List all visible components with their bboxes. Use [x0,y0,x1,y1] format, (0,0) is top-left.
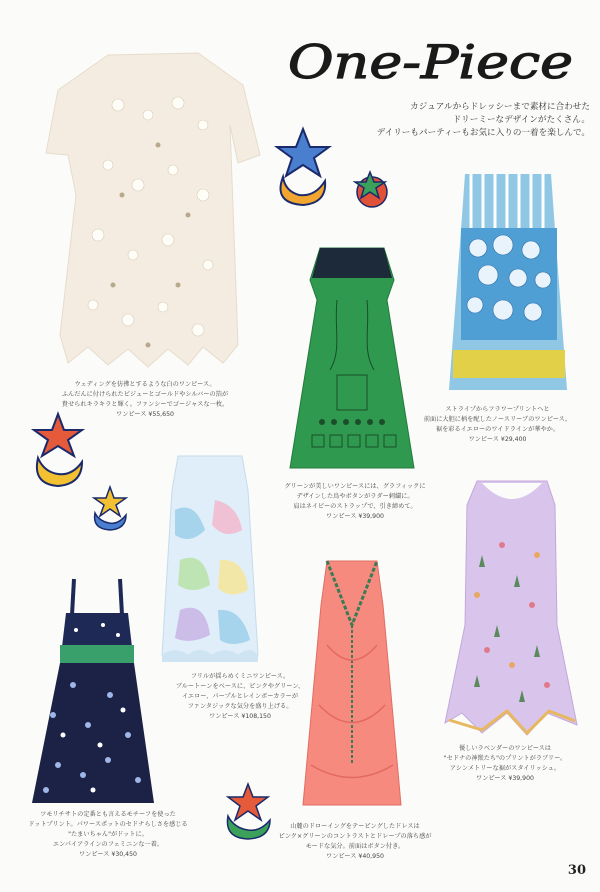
dress-coral-drape [297,555,407,815]
star-moon-bottom-icon [222,782,277,842]
page-number: 30 [567,863,586,878]
star-moon-mid-icon [90,485,130,533]
star-moon-small-icon [350,168,392,210]
caption-pastel: フリルが揺らめくミニワンピース。 ブルートーンをベースに、ピンクやグリーン、 イエロー、パープルとレインボーカラーが ファンタジックな気分を盛り上げる。 ワンピース ¥108,150 [175,673,305,720]
caption-green: グリーンが美しいワンピースには、グラフィックに デザインした鳥やボタンがラダー刺繍に。 肩はネイビーのストラップで、引き締めて。 ワンピース ¥39,900 [284,483,426,520]
page-title [282,30,582,100]
dress-white-lace [38,45,268,375]
dress-green [282,240,422,475]
title-lettering [282,30,582,100]
dress-lavender [437,475,587,745]
dress-pastel-mini [150,450,270,670]
intro-text: カジュアルからドレッシーまで素材に合わせた ドリーミーなデザインがたくさん。 デイリーもパーティーもお気に入りの一着を楽しんで。 [376,102,590,138]
dress-blue-flower [443,170,573,395]
caption-blue: ストライプからフラワープリントへと 前面に大胆に柄を配したノースリーブのワンピース。 裾を彩るイエローのワイドラインが華やか。 ワンピース ¥29,400 [423,406,572,443]
dress-navy-dot [28,575,158,810]
svg-text:One-Piece: One-Piece [288,35,573,89]
caption-coral: 山麓のドローイングをテーピングしたドレスは ピンク×グリーンのコントラストとドレープの落ち感が モードな気分。前面はボタン付き。 ワンピース ¥40,950 [278,823,432,860]
caption-navy: ツモリチサトの定番とも言えるモチーフを使った ドットプリント。パワースポットのセドナらしさを感じる "たまいちゃん"がドットに。 エンパイアラインのフェミニンな一着。 ワンピース ¥30,450 [28,811,188,858]
caption-white: ウェディングを彷彿とするような白のワンピース。 ふんだんに付けられたビジューとゴールドやシルバーの箔が 貴せられキラキラと輝く。ファンシーでゴージャスな一枚。 ワンピース ¥55,650 [61,381,229,418]
star-moon-icon [265,125,335,210]
caption-lavender: 優しいラベンダーのワンピースは "セドナの神獣たち"のプリントがラブリー。 アシンメトリーな裾がスタイリッシュ。 ワンピース ¥39,900 [443,745,567,782]
star-moon-left-icon [28,410,90,490]
